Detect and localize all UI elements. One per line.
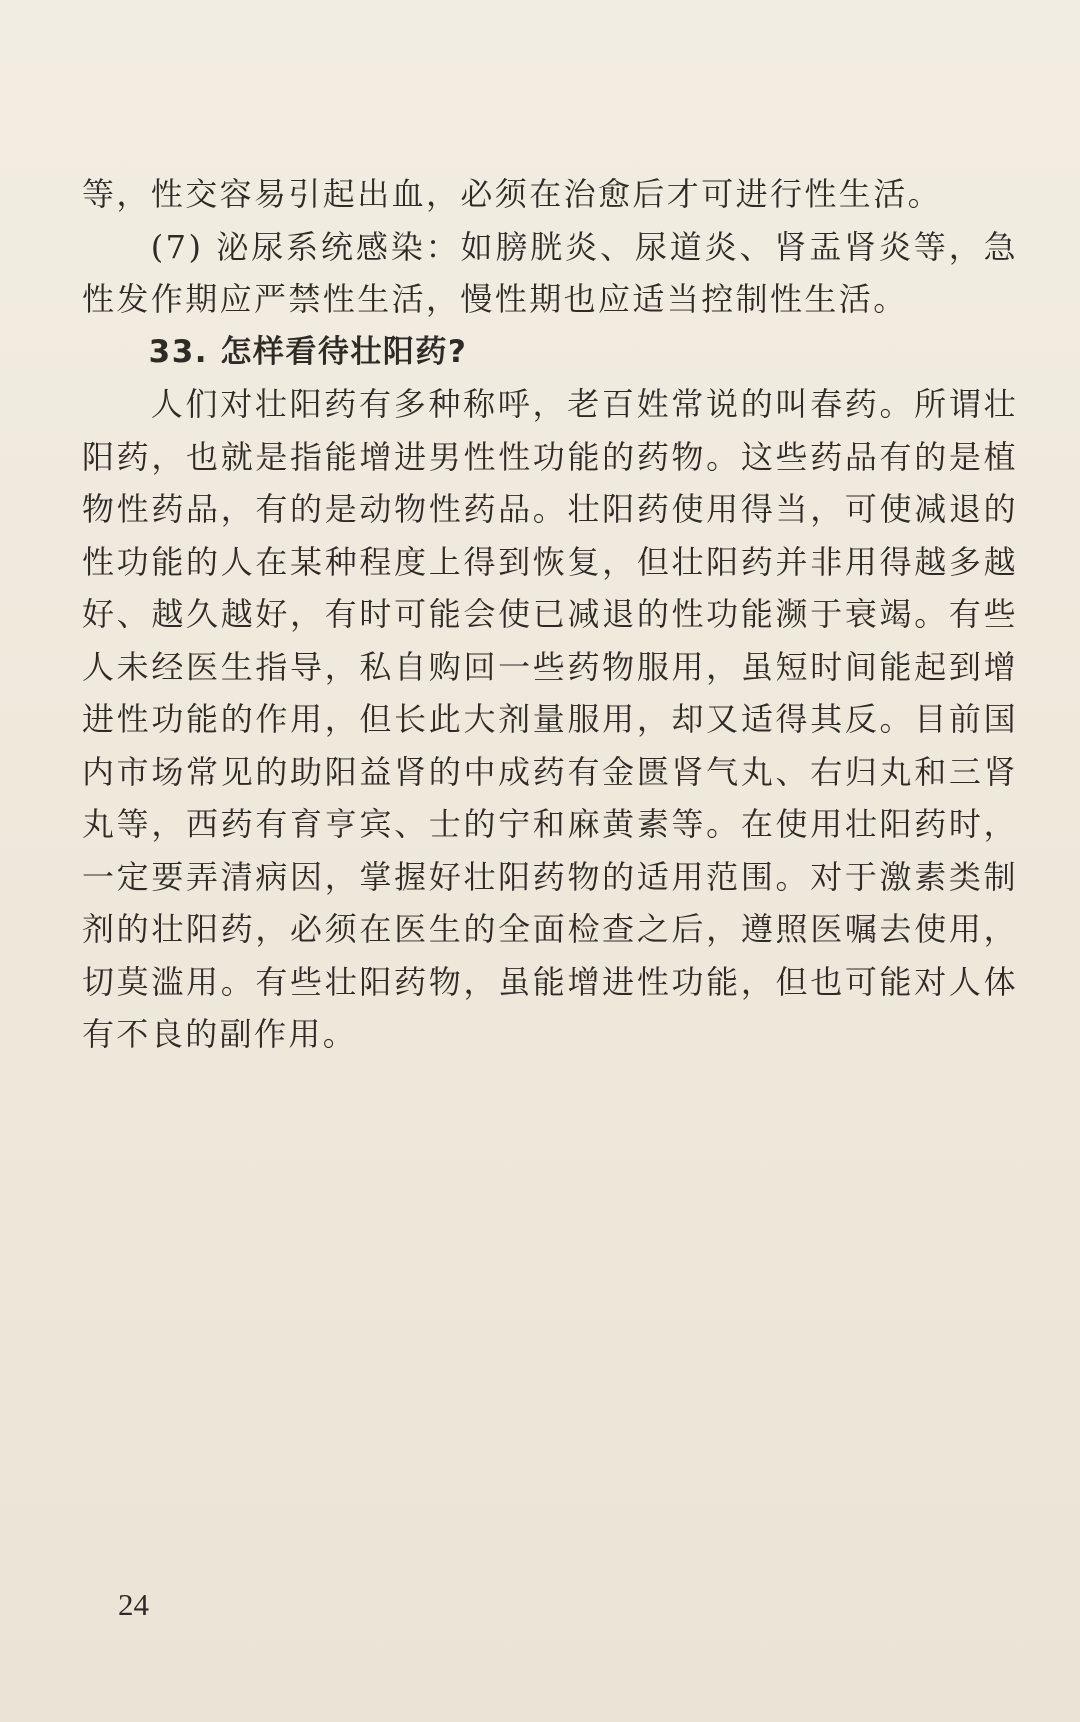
paragraph-continuation: 等，性交容易引起出血，必须在治愈后才可进行性生活。 [82,175,943,213]
paragraph-urinary-infection: (7) 泌尿系统感染：如膀胱炎、尿道炎、肾盂肾炎等，急性发作期应严禁性生活，慢性期也应适当控制性生活。 [82,227,1018,318]
body-text [82,168,1018,1061]
section-heading: 33. 怎样看待壮阳药? [148,333,468,370]
page-number: 24 [118,1587,149,1622]
paragraph-main: 人们对壮阳药有多种称呼，老百姓常说的叫春药。所谓壮阳药，也就是指能增进男性性功能的药物。这些药品有的是植物性药品，有的是动物性药品。壮阳药使用得当，可使减退的性功能的人在某种程度上得到恢复，但壮阳药并非用得越多越好、越久越好，有时可能会使已减退的性功能濒于衰竭。有些人未经医生指导，私自购回一些药物服用，虽短时间能起到增进性功能的作用，但长此大剂量服用，却又适得其反。目前国内市场常见的助阳益肾的中成药有金匮肾气丸、右归丸和三肾丸等，西药有育亨宾、士的宁和麻黄素等。在使用壮阳药时，一定要弄清病因，掌握好壮阳药物的适用范围。对于激素类制剂的壮阳药，必须在医生的全面检查之后，遵照医嘱去使用，切莫滥用。有些壮阳药物，虽能增进性功能，但也可能对人体有不良的副作用。 [82,385,1018,1053]
